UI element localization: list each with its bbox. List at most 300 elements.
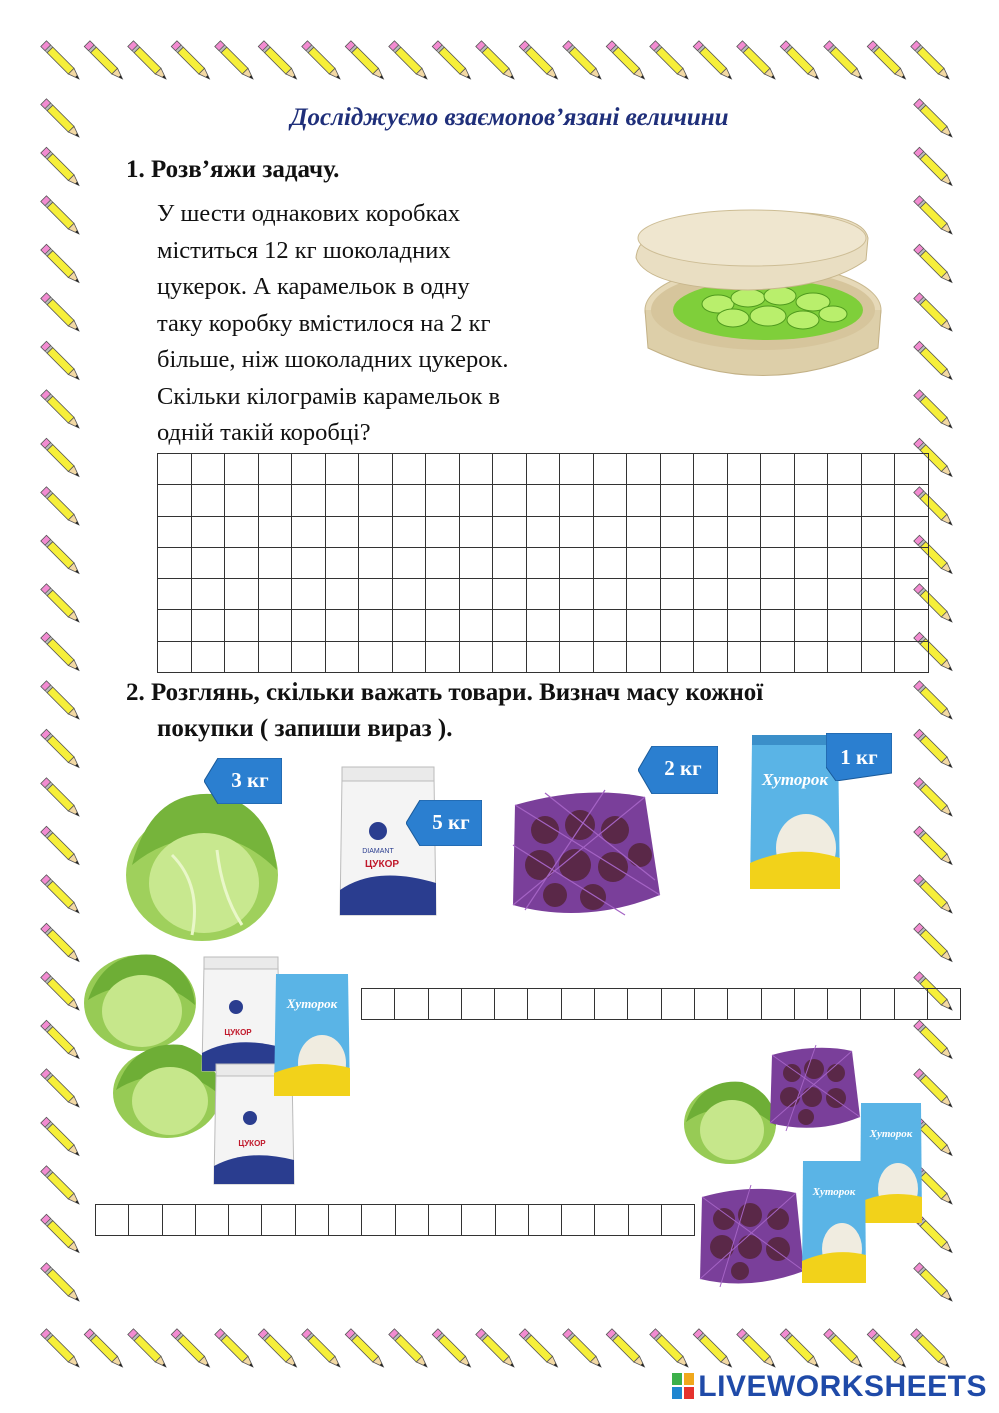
grid-cell[interactable]	[828, 579, 862, 610]
grid-cell[interactable]	[628, 989, 661, 1020]
grid-cell[interactable]	[158, 610, 192, 641]
grid-cell[interactable]	[894, 989, 927, 1020]
pencil-icon	[41, 1329, 82, 1370]
grid-cell[interactable]	[426, 516, 460, 547]
grid-cell[interactable]	[191, 641, 225, 672]
grid-cell[interactable]	[191, 547, 225, 578]
pencil-icon	[476, 41, 517, 82]
task1-heading: 1. Розв’яжи задачу.	[126, 156, 340, 183]
grid-cell[interactable]	[727, 485, 761, 516]
grid-cell[interactable]	[325, 485, 359, 516]
pencil-icon	[914, 826, 955, 867]
price-tag-cabbage	[204, 758, 294, 804]
grid-cell[interactable]	[627, 641, 661, 672]
grid-cell[interactable]	[426, 547, 460, 578]
grid-cell[interactable]	[392, 485, 426, 516]
grid-cell[interactable]	[325, 610, 359, 641]
grid-cell[interactable]	[292, 485, 326, 516]
pencil-icon	[737, 41, 778, 82]
grid-cell[interactable]	[225, 454, 259, 485]
grid-cell[interactable]	[292, 579, 326, 610]
grid-cell[interactable]	[526, 485, 560, 516]
grid-cell[interactable]	[560, 641, 594, 672]
grid-cell[interactable]	[225, 641, 259, 672]
grid-cell[interactable]	[595, 1205, 628, 1236]
grid-cell[interactable]	[162, 1205, 195, 1236]
grid-cell[interactable]	[694, 641, 728, 672]
pencil-icon	[258, 1329, 299, 1370]
grid-cell[interactable]	[426, 579, 460, 610]
grid-cell[interactable]	[694, 485, 728, 516]
price-tag-sugar	[406, 800, 496, 846]
pencil-icon	[650, 1329, 691, 1370]
task1-line: таку коробку вмістилося на 2 кг	[157, 309, 491, 337]
task1-line: Скільки кілограмів карамельок в	[157, 382, 501, 410]
pencil-icon	[432, 41, 473, 82]
grid-cell[interactable]	[459, 641, 493, 672]
task1-line: У шести однакових коробках	[157, 200, 461, 227]
grid-cell[interactable]	[526, 516, 560, 547]
grid-cell[interactable]	[660, 579, 694, 610]
answer-grid-3[interactable]	[95, 1204, 695, 1236]
grid-cell[interactable]	[158, 579, 192, 610]
grid-cell[interactable]	[461, 989, 494, 1020]
grid-cell[interactable]	[258, 516, 292, 547]
grid-cell[interactable]	[362, 989, 395, 1020]
grid-cell[interactable]	[129, 1205, 162, 1236]
grid-cell[interactable]	[928, 989, 961, 1020]
grid-cell[interactable]	[158, 547, 192, 578]
rice-brand: Хуторок	[869, 1128, 913, 1140]
grid-cell[interactable]	[794, 579, 828, 610]
pencil-icon	[128, 1329, 169, 1370]
grid-cell[interactable]	[895, 641, 929, 672]
grid-cell[interactable]	[462, 1205, 495, 1236]
grid-cell[interactable]	[560, 516, 594, 547]
grid-cell[interactable]	[828, 610, 862, 641]
grid-cell[interactable]	[526, 641, 560, 672]
grid-cell[interactable]	[459, 579, 493, 610]
grid-cell[interactable]	[561, 989, 594, 1020]
grid-cell[interactable]	[493, 610, 527, 641]
pencil-icon	[41, 681, 82, 722]
pencil-icon	[780, 41, 821, 82]
grid-cell[interactable]	[562, 1205, 595, 1236]
grid-cell[interactable]	[593, 485, 627, 516]
pencil-icon	[914, 147, 955, 188]
task1-line: цукерок. А карамельок в одну	[157, 273, 470, 300]
pencil-icon	[41, 41, 82, 82]
pencil-icon	[389, 1329, 430, 1370]
grid-cell[interactable]	[660, 610, 694, 641]
grid-cell[interactable]	[428, 1205, 461, 1236]
grid-cell[interactable]	[861, 516, 895, 547]
pencil-icon	[914, 1020, 955, 1061]
grid-cell[interactable]	[325, 454, 359, 485]
pencil-icon	[41, 632, 82, 673]
grid-cell[interactable]	[660, 454, 694, 485]
pencil-icon	[867, 1329, 908, 1370]
rice-bag-image	[800, 1155, 868, 1285]
grid-cell[interactable]	[727, 641, 761, 672]
pencil-icon	[41, 293, 82, 334]
grid-cell[interactable]	[861, 989, 894, 1020]
grid-cell[interactable]	[325, 547, 359, 578]
pencil-icon	[914, 923, 955, 964]
grid-cell[interactable]	[258, 454, 292, 485]
grid-cell[interactable]	[526, 610, 560, 641]
grid-cell[interactable]	[225, 579, 259, 610]
pencil-icon	[914, 681, 955, 722]
grid-cell[interactable]	[627, 454, 661, 485]
grid-cell[interactable]	[761, 516, 795, 547]
pencil-icon	[41, 1117, 82, 1158]
grid-cell[interactable]	[861, 454, 895, 485]
grid-cell[interactable]	[560, 610, 594, 641]
answer-grid-1[interactable]	[157, 453, 929, 673]
grid-cell[interactable]	[861, 579, 895, 610]
grid-cell[interactable]	[727, 579, 761, 610]
task2-heading-line2: покупки ( запиши вираз ).	[157, 715, 453, 742]
grid-cell[interactable]	[694, 989, 727, 1020]
grid-cell[interactable]	[593, 516, 627, 547]
grid-cell[interactable]	[191, 610, 225, 641]
grid-cell[interactable]	[295, 1205, 328, 1236]
grid-cell[interactable]	[359, 516, 393, 547]
grid-cell[interactable]	[560, 579, 594, 610]
grid-cell[interactable]	[528, 989, 561, 1020]
grid-cell[interactable]	[426, 485, 460, 516]
grid-cell[interactable]	[593, 610, 627, 641]
grid-cell[interactable]	[595, 989, 628, 1020]
grid-cell[interactable]	[191, 579, 225, 610]
grid-cell[interactable]	[292, 516, 326, 547]
candy-box-image	[628, 198, 886, 390]
grid-cell[interactable]	[392, 454, 426, 485]
grid-cell[interactable]	[459, 610, 493, 641]
pencil-icon	[302, 1329, 343, 1370]
grid-cell[interactable]	[727, 516, 761, 547]
grid-cell[interactable]	[761, 454, 795, 485]
grid-cell[interactable]	[292, 454, 326, 485]
task1-text	[157, 196, 627, 452]
grid-cell[interactable]	[761, 485, 795, 516]
grid-cell[interactable]	[660, 547, 694, 578]
grid-cell[interactable]	[359, 641, 393, 672]
grid-cell[interactable]	[362, 1205, 395, 1236]
grid-cell[interactable]	[727, 547, 761, 578]
grid-cell[interactable]	[560, 454, 594, 485]
liveworksheets-logo	[672, 1370, 987, 1404]
pencil-icon	[84, 41, 125, 82]
pencil-icon	[650, 41, 691, 82]
grid-cell[interactable]	[191, 516, 225, 547]
grid-cell[interactable]	[325, 579, 359, 610]
grid-cell[interactable]	[560, 485, 594, 516]
grid-cell[interactable]	[560, 547, 594, 578]
grid-cell[interactable]	[225, 485, 259, 516]
pencil-icon	[563, 41, 604, 82]
grid-cell[interactable]	[359, 547, 393, 578]
sugar-brand: DIAMANT	[362, 848, 394, 855]
grid-cell[interactable]	[593, 641, 627, 672]
grid-cell[interactable]	[794, 610, 828, 641]
pencil-icon	[432, 1329, 473, 1370]
rice-brand: Хуторок	[286, 996, 338, 1011]
grid-cell[interactable]	[694, 454, 728, 485]
page-title: Досліджуємо взаємопов’язані величини	[290, 104, 729, 131]
grid-cell[interactable]	[325, 516, 359, 547]
pencil-icon	[41, 1166, 82, 1207]
pencil-icon	[911, 41, 952, 82]
grid-cell[interactable]	[158, 516, 192, 547]
grid-cell[interactable]	[794, 989, 827, 1020]
pencil-icon	[914, 778, 955, 819]
pencil-icon	[911, 1329, 952, 1370]
grid-cell[interactable]	[694, 516, 728, 547]
grid-cell[interactable]	[359, 610, 393, 641]
grid-cell[interactable]	[428, 989, 461, 1020]
pencil-icon	[563, 1329, 604, 1370]
pencil-icon	[914, 341, 955, 382]
grid-cell[interactable]	[392, 579, 426, 610]
pencil-icon	[41, 778, 82, 819]
grid-cell[interactable]	[225, 547, 259, 578]
grid-cell[interactable]	[895, 485, 929, 516]
price-tag-beets	[638, 746, 728, 792]
grid-cell[interactable]	[662, 1205, 695, 1236]
grid-cell[interactable]	[459, 485, 493, 516]
grid-cell[interactable]	[392, 547, 426, 578]
grid-cell[interactable]	[593, 547, 627, 578]
grid-cell[interactable]	[191, 485, 225, 516]
grid-cell[interactable]	[225, 610, 259, 641]
grid-cell[interactable]	[694, 610, 728, 641]
grid-cell[interactable]	[96, 1205, 129, 1236]
task1-line: одній такій коробці?	[157, 419, 371, 446]
grid-cell[interactable]	[727, 610, 761, 641]
grid-cell[interactable]	[392, 641, 426, 672]
grid-cell[interactable]	[828, 989, 861, 1020]
rice-brand: Хуторок	[812, 1186, 856, 1198]
grid-cell[interactable]	[627, 547, 661, 578]
grid-cell[interactable]	[528, 1205, 561, 1236]
grid-cell[interactable]	[794, 454, 828, 485]
pencil-icon	[41, 1069, 82, 1110]
pencil-icon	[41, 972, 82, 1013]
beets-net-image	[505, 785, 665, 925]
grid-cell[interactable]	[627, 485, 661, 516]
grid-cell[interactable]	[359, 579, 393, 610]
grid-cell[interactable]	[493, 547, 527, 578]
rice-brand: Хуторок	[762, 770, 828, 789]
grid-cell[interactable]	[158, 485, 192, 516]
grid-cell[interactable]	[828, 454, 862, 485]
grid-cell[interactable]	[694, 579, 728, 610]
grid-cell[interactable]	[861, 610, 895, 641]
grid-cell[interactable]	[761, 641, 795, 672]
cabbage-image	[680, 1072, 780, 1168]
grid-cell[interactable]	[493, 485, 527, 516]
grid-cell[interactable]	[761, 610, 795, 641]
pencil-icon	[41, 875, 82, 916]
pencil-icon	[824, 1329, 865, 1370]
grid-cell[interactable]	[628, 1205, 661, 1236]
grid-cell[interactable]	[258, 610, 292, 641]
grid-cell[interactable]	[895, 610, 929, 641]
price-tag-sugar-text: 5 кг	[432, 810, 470, 834]
grid-cell[interactable]	[426, 454, 460, 485]
grid-cell[interactable]	[828, 547, 862, 578]
pencil-icon	[41, 826, 82, 867]
grid-cell[interactable]	[794, 485, 828, 516]
grid-cell[interactable]	[359, 454, 393, 485]
pencil-icon	[41, 584, 82, 625]
grid-cell[interactable]	[660, 516, 694, 547]
pencil-icon	[476, 1329, 517, 1370]
grid-cell[interactable]	[459, 454, 493, 485]
footer-text: LIVEWORKSHEETS	[698, 1370, 987, 1403]
pencil-icon	[389, 41, 430, 82]
grid-cell[interactable]	[292, 610, 326, 641]
sugar-word: ЦУКОР	[224, 1028, 252, 1037]
price-tag-rice-text: 1 кг	[840, 745, 878, 769]
pencil-icon	[737, 1329, 778, 1370]
grid-cell[interactable]	[661, 989, 694, 1020]
pencil-icon	[914, 244, 955, 285]
grid-cell[interactable]	[258, 485, 292, 516]
grid-cell[interactable]	[828, 641, 862, 672]
grid-cell[interactable]	[627, 516, 661, 547]
grid-cell[interactable]	[258, 547, 292, 578]
price-tag-cabbage-text: 3 кг	[231, 768, 269, 792]
grid-cell[interactable]	[727, 454, 761, 485]
grid-cell[interactable]	[828, 485, 862, 516]
pencil-icon	[606, 1329, 647, 1370]
grid-cell[interactable]	[459, 516, 493, 547]
grid-cell[interactable]	[191, 454, 225, 485]
pencil-icon	[41, 729, 82, 770]
pencil-icon	[41, 1263, 82, 1304]
pencil-icon	[519, 1329, 560, 1370]
grid-cell[interactable]	[392, 610, 426, 641]
grid-cell[interactable]	[493, 454, 527, 485]
grid-cell[interactable]	[728, 989, 761, 1020]
grid-cell[interactable]	[158, 641, 192, 672]
grid-cell[interactable]	[761, 579, 795, 610]
grid-cell[interactable]	[593, 454, 627, 485]
grid-cell[interactable]	[495, 989, 528, 1020]
grid-cell[interactable]	[229, 1205, 262, 1236]
rice-bag-image	[272, 968, 352, 1098]
pencil-icon	[41, 390, 82, 431]
pencil-icon	[914, 390, 955, 431]
grid-cell[interactable]	[526, 454, 560, 485]
grid-cell[interactable]	[495, 1205, 528, 1236]
pencil-icon	[84, 1329, 125, 1370]
grid-cell[interactable]	[493, 641, 527, 672]
grid-cell[interactable]	[694, 547, 728, 578]
answer-grid-2[interactable]	[361, 988, 961, 1020]
pencil-icon	[215, 1329, 256, 1370]
grid-cell[interactable]	[794, 547, 828, 578]
grid-cell[interactable]	[158, 454, 192, 485]
grid-cell[interactable]	[895, 579, 929, 610]
pencil-icon	[914, 293, 955, 334]
grid-cell[interactable]	[426, 610, 460, 641]
grid-cell[interactable]	[627, 610, 661, 641]
pencil-icon	[693, 41, 734, 82]
grid-cell[interactable]	[225, 516, 259, 547]
price-tag-rice	[826, 733, 916, 779]
grid-cell[interactable]	[395, 1205, 428, 1236]
grid-cell[interactable]	[526, 547, 560, 578]
pencil-icon	[41, 147, 82, 188]
grid-cell[interactable]	[660, 641, 694, 672]
grid-cell[interactable]	[359, 485, 393, 516]
pencil-icon	[215, 41, 256, 82]
grid-cell[interactable]	[395, 989, 428, 1020]
pencil-icon	[345, 1329, 386, 1370]
grid-cell[interactable]	[292, 547, 326, 578]
pencil-icon	[780, 1329, 821, 1370]
pencil-icon	[41, 341, 82, 382]
grid-cell[interactable]	[761, 989, 794, 1020]
grid-cell[interactable]	[593, 579, 627, 610]
pencil-icon	[302, 41, 343, 82]
grid-cell[interactable]	[493, 579, 527, 610]
grid-cell[interactable]	[493, 516, 527, 547]
grid-cell[interactable]	[627, 579, 661, 610]
grid-cell[interactable]	[195, 1205, 228, 1236]
grid-cell[interactable]	[861, 485, 895, 516]
grid-cell[interactable]	[258, 579, 292, 610]
grid-cell[interactable]	[258, 641, 292, 672]
pencil-icon	[128, 41, 169, 82]
pencil-icon	[171, 41, 212, 82]
grid-cell[interactable]	[828, 516, 862, 547]
pencil-icon	[824, 41, 865, 82]
grid-cell[interactable]	[895, 516, 929, 547]
grid-cell[interactable]	[526, 579, 560, 610]
grid-cell[interactable]	[794, 641, 828, 672]
sugar-word: ЦУКОР	[364, 859, 400, 870]
pencil-icon	[41, 196, 82, 237]
grid-cell[interactable]	[262, 1205, 295, 1236]
grid-cell[interactable]	[292, 641, 326, 672]
beets-net-image	[766, 1043, 862, 1133]
grid-cell[interactable]	[325, 641, 359, 672]
pencil-icon	[41, 438, 82, 479]
grid-cell[interactable]	[861, 547, 895, 578]
grid-cell[interactable]	[861, 641, 895, 672]
grid-cell[interactable]	[761, 547, 795, 578]
grid-cell[interactable]	[392, 516, 426, 547]
pencil-icon	[606, 41, 647, 82]
grid-cell[interactable]	[329, 1205, 362, 1236]
grid-cell[interactable]	[794, 516, 828, 547]
grid-cell[interactable]	[426, 641, 460, 672]
grid-cell[interactable]	[895, 454, 929, 485]
pencil-icon	[41, 244, 82, 285]
pencil-icon	[693, 1329, 734, 1370]
grid-cell[interactable]	[660, 485, 694, 516]
pencil-icon	[41, 535, 82, 576]
grid-cell[interactable]	[459, 547, 493, 578]
grid-cell[interactable]	[895, 547, 929, 578]
pencil-icon	[914, 1263, 955, 1304]
sugar-bag-image	[200, 955, 282, 1073]
